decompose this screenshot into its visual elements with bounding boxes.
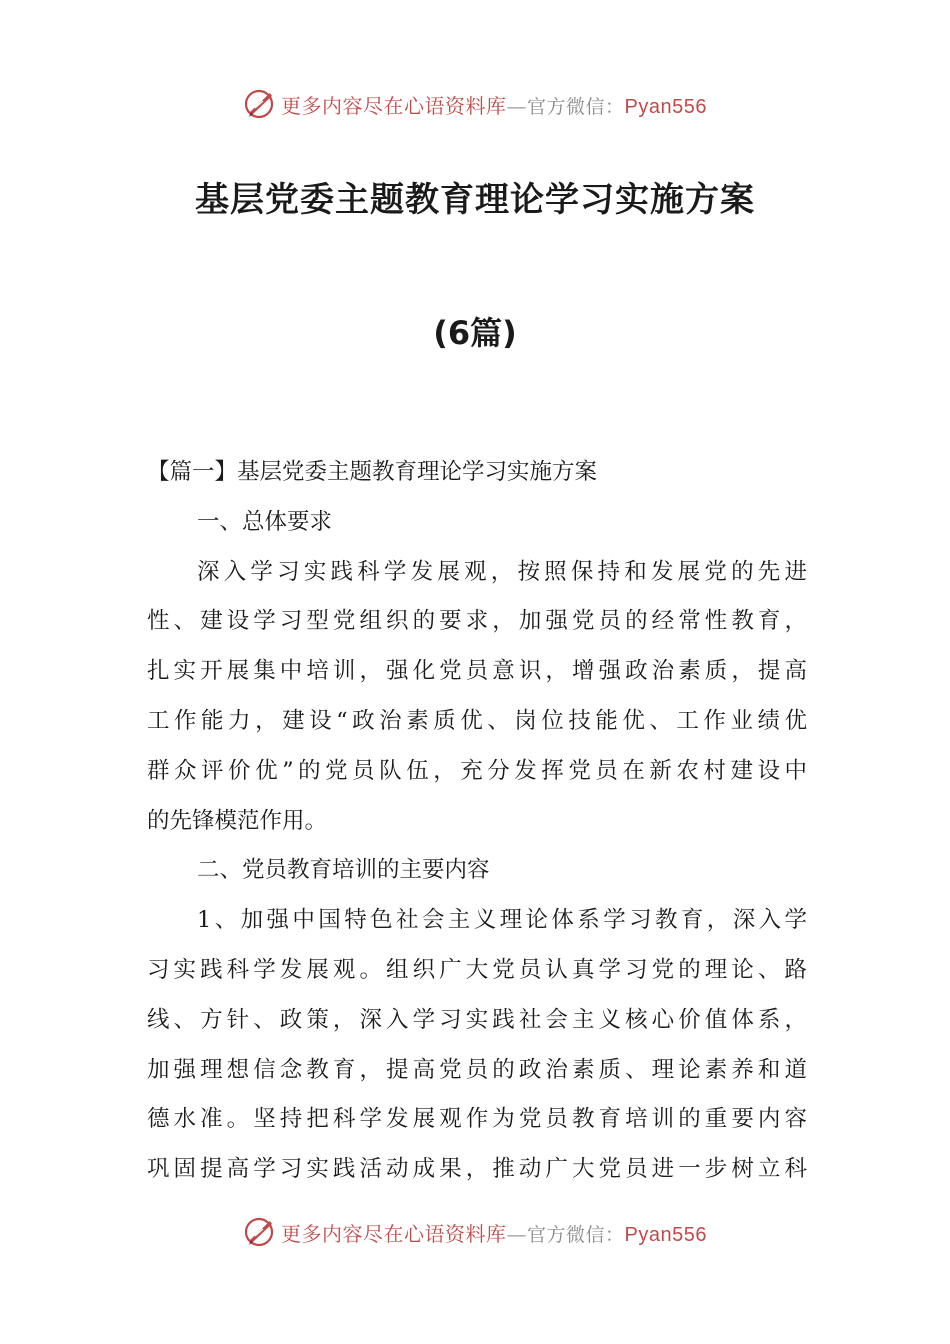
paragraph-line: 性、建设学习型党组织的要求，加强党员的经常性教育， bbox=[147, 608, 807, 635]
watermark-separator: — bbox=[506, 1221, 527, 1246]
paragraph-line: 工作能力，建设“政治素质优、岗位技能优、工作业绩优 bbox=[147, 707, 807, 734]
watermark-wechat-id: Pyan556 bbox=[624, 95, 707, 118]
watermark-separator: — bbox=[506, 93, 527, 118]
document-title: 基层党委主题教育理论学习实施方案 bbox=[195, 180, 755, 220]
watermark-wechat-label: 官方微信： bbox=[527, 1223, 625, 1246]
section-heading-part-one: 【篇一】基层党委主题教育理论学习实施方案 bbox=[147, 459, 598, 485]
heading-general-requirements: 一、总体要求 bbox=[197, 508, 333, 535]
paragraph-line: 深入学习实践科学发展观，按照保持和发展党的先进 bbox=[197, 558, 807, 585]
heading-training-content: 二、党员教育培训的主要内容 bbox=[197, 857, 490, 884]
watermark-banner-bottom bbox=[0, 1212, 950, 1252]
quill-logo-icon bbox=[243, 87, 277, 121]
document-subtitle: (6篇) bbox=[433, 314, 517, 352]
watermark-text bbox=[281, 1218, 707, 1247]
paragraph-line: 线、方针、政策，深入学习实践社会主义核心价值体系， bbox=[147, 1006, 807, 1033]
quill-logo-icon bbox=[243, 1215, 277, 1249]
paragraph-line: 德水准。坚持把科学发展观作为党员教育培训的重要内容 bbox=[147, 1106, 807, 1133]
paragraph-line: 1、加强中国特色社会主义理论体系学习教育，深入学 bbox=[197, 907, 807, 934]
watermark-wechat-label: 官方微信： bbox=[527, 95, 625, 118]
watermark-site-text: 更多内容尽在心语资料库 bbox=[281, 93, 507, 118]
watermark-wechat-id: Pyan556 bbox=[624, 1223, 707, 1246]
paragraph-line: 群众评价优”的党员队伍，充分发挥党员在新农村建设中 bbox=[147, 757, 807, 784]
document-body bbox=[147, 448, 807, 1195]
paragraph-line: 加强理想信念教育，提高党员的政治素质、理论素养和道 bbox=[147, 1056, 807, 1083]
watermark-banner-top bbox=[0, 84, 950, 124]
paragraph-line: 巩固提高学习实践活动成果，推动广大党员进一步树立科 bbox=[147, 1156, 807, 1183]
paragraph-line: 的先锋模范作用。 bbox=[147, 807, 328, 834]
paragraph-line: 习实践科学发展观。组织广大党员认真学习党的理论、路 bbox=[147, 956, 807, 983]
paragraph-line: 扎实开展集中培训，强化党员意识，增强政治素质，提高 bbox=[147, 658, 807, 685]
watermark-text bbox=[281, 90, 707, 119]
watermark-site-text: 更多内容尽在心语资料库 bbox=[281, 1221, 507, 1246]
